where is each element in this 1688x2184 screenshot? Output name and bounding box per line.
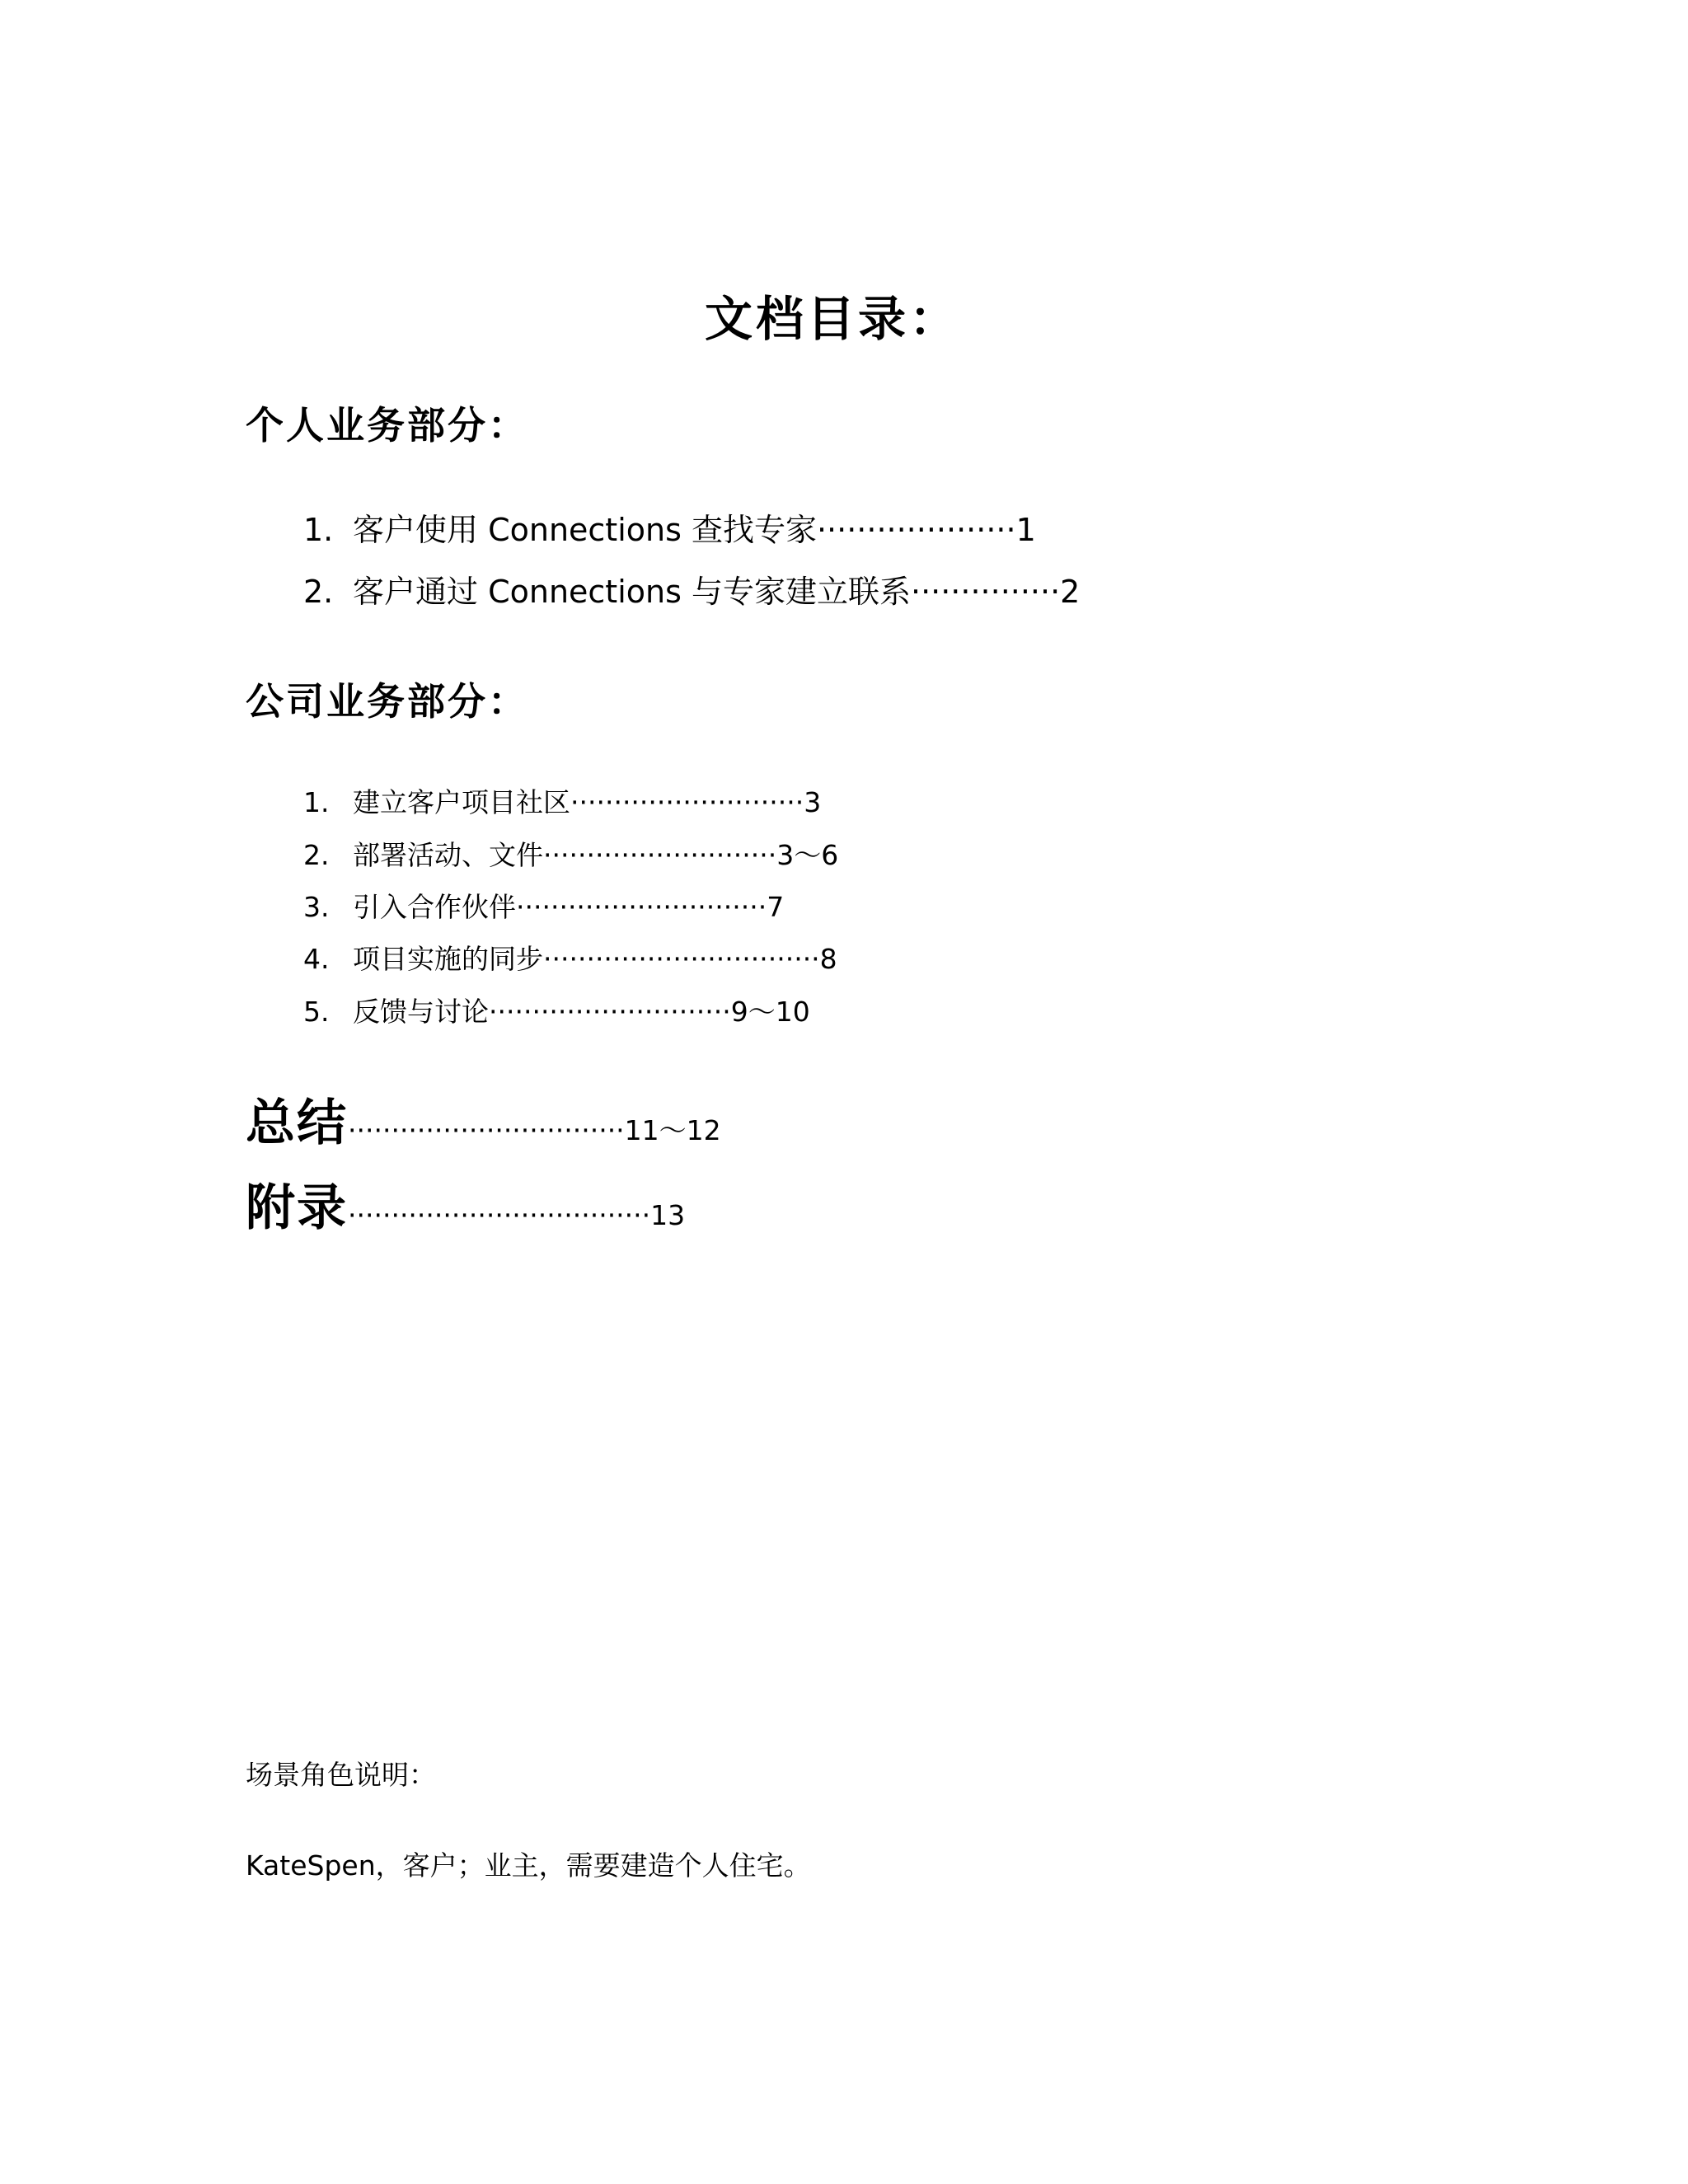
roles-description: KateSpen，客户；业主，需要建造个人住宅。 xyxy=(246,1849,811,1882)
toc-leader-dots: ··························· xyxy=(570,786,804,818)
toc-entry[interactable] xyxy=(303,991,810,1029)
toc-leader-dots: ···················· xyxy=(816,512,1016,548)
toc-entry-text: 部署活动、文件 xyxy=(353,839,543,871)
toc-entry-text: 客户使用 Connections 查找专家 xyxy=(353,512,817,548)
toc-entry-number: 3. xyxy=(303,891,330,923)
toc-entry[interactable] xyxy=(303,566,1080,612)
toc-entry-page: 11～12 xyxy=(624,1114,721,1146)
roles-heading: 场景角色说明： xyxy=(246,1759,436,1791)
toc-entry-number: 5. xyxy=(303,996,330,1028)
toc-leader-dots: ····························· xyxy=(516,891,767,923)
toc-entry[interactable] xyxy=(303,886,784,925)
toc-entry[interactable] xyxy=(303,938,837,977)
company-section-heading: 公司业务部分： xyxy=(246,679,528,724)
toc-leader-dots: ··············· xyxy=(910,574,1061,610)
personal-section-heading: 个人业务部分： xyxy=(246,403,528,448)
toc-entry-page: 3～6 xyxy=(776,839,839,871)
toc-entry-number: 1. xyxy=(303,512,334,548)
summary-label: 总结 xyxy=(246,1094,348,1152)
toc-entry-page: 9～10 xyxy=(730,996,810,1028)
document-title: 文档目录： xyxy=(704,291,960,347)
toc-entry-text: 建立客户项目社区 xyxy=(353,786,570,818)
toc-entry-text: 客户通过 Connections 与专家建立联系 xyxy=(353,574,911,610)
toc-leader-dots: ···························· xyxy=(489,996,731,1028)
toc-entry[interactable] xyxy=(303,504,1036,550)
toc-leader-dots: ································ xyxy=(543,943,820,975)
appendix-label: 附录 xyxy=(246,1179,348,1237)
toc-leader-dots: ································ xyxy=(348,1114,625,1146)
toc-entry-page: 7 xyxy=(767,891,785,923)
toc-entry-page: 1 xyxy=(1015,512,1036,548)
toc-leader-dots: ··························· xyxy=(543,839,777,871)
toc-entry-number: 2. xyxy=(303,574,334,610)
toc-entry-page: 2 xyxy=(1060,574,1081,610)
toc-entry-text: 项目实施的同步 xyxy=(353,943,543,975)
toc-entry-text: 引入合作伙伴 xyxy=(353,891,516,923)
toc-entry-page: 3 xyxy=(804,786,822,818)
toc-leader-dots: ··································· xyxy=(348,1199,651,1231)
toc-entry-text: 反馈与讨论 xyxy=(353,996,489,1028)
toc-entry-number: 1. xyxy=(303,786,330,818)
toc-entry-number: 2. xyxy=(303,839,330,871)
toc-entry-number: 4. xyxy=(303,943,330,975)
toc-entry-appendix[interactable] xyxy=(246,1169,685,1240)
toc-entry[interactable] xyxy=(303,781,821,820)
toc-entry-summary[interactable] xyxy=(246,1084,721,1155)
toc-entry-page: 8 xyxy=(819,943,837,975)
toc-entry[interactable] xyxy=(303,834,838,873)
toc-entry-page: 13 xyxy=(650,1199,686,1231)
